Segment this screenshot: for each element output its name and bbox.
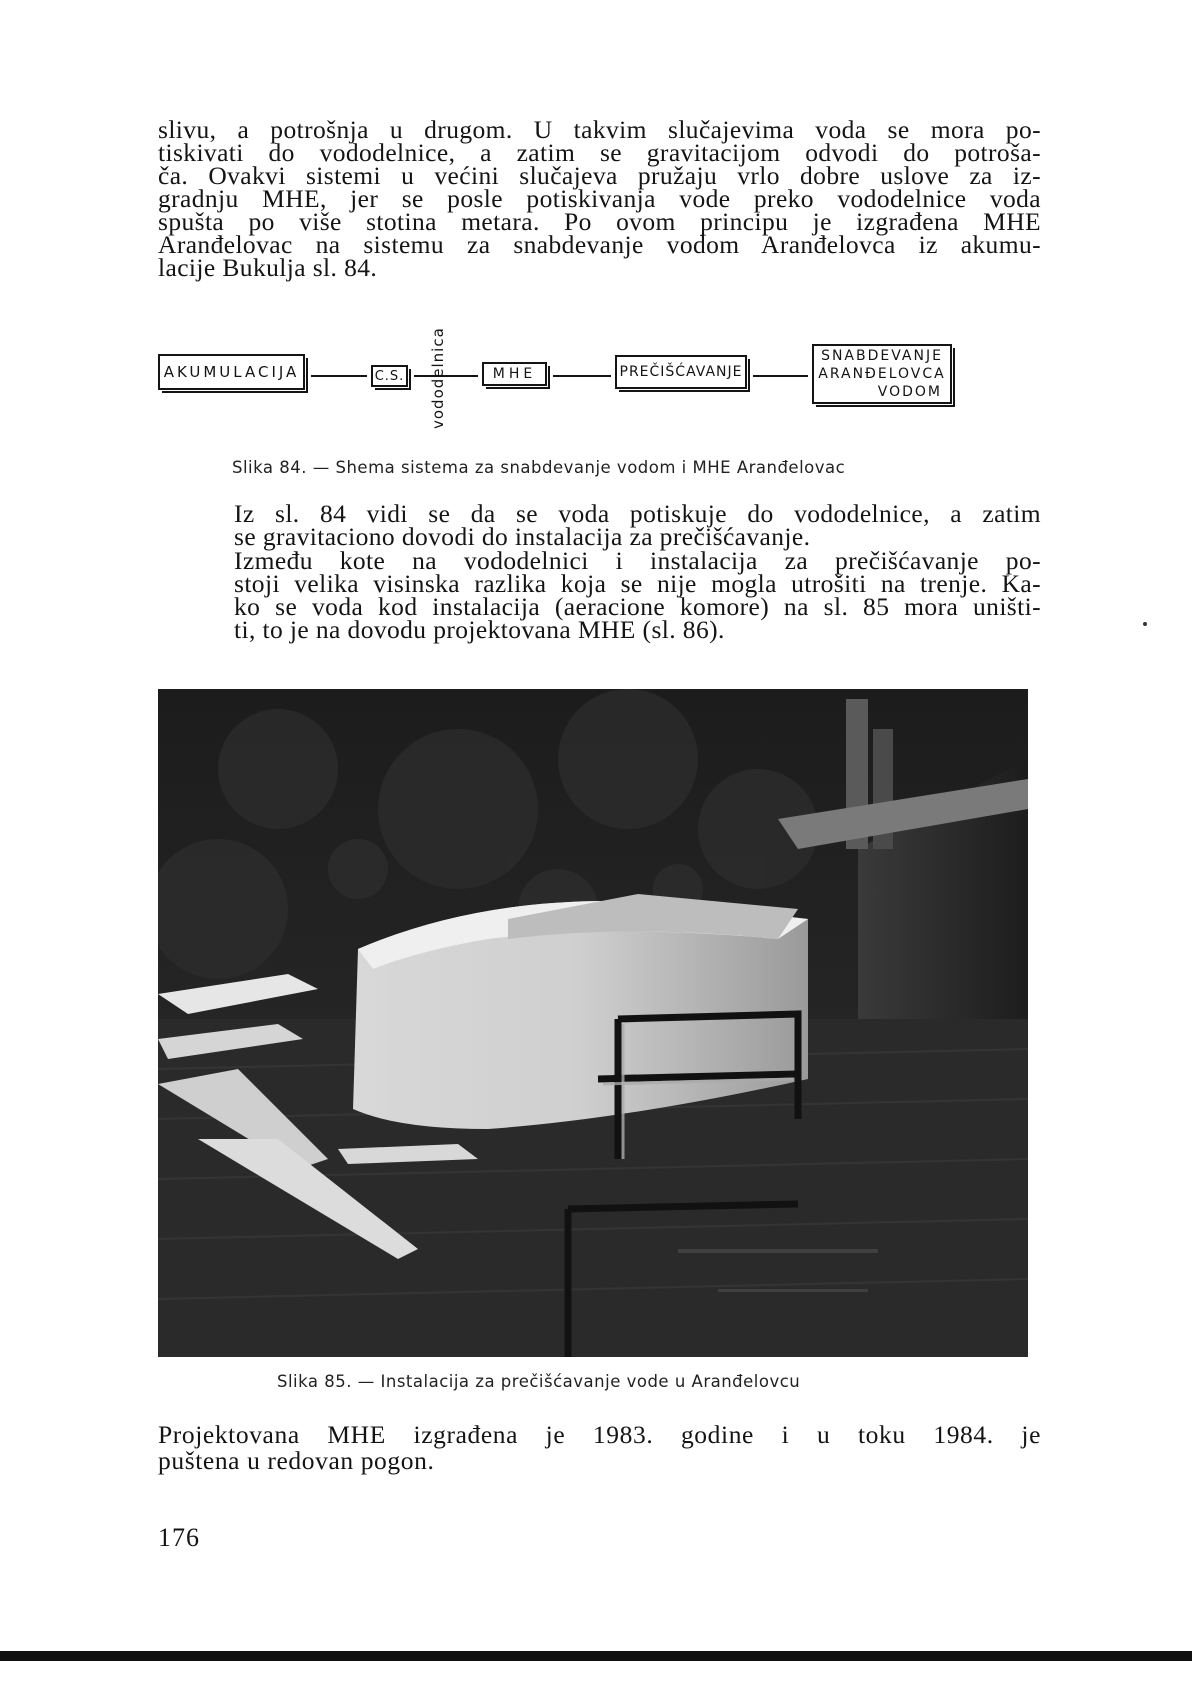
connector-line bbox=[311, 375, 367, 377]
text-line: slivu, a potrošnja u drugom. U takvim slučajevima voda se mora po- bbox=[158, 115, 1041, 144]
text-line: Iz sl. 84 vidi se da se voda potiskuje do vododelnice, a zatim bbox=[234, 499, 1041, 528]
text-line: Projektovana MHE izgrađena je 1983. godine i u toku 1984. je bbox=[158, 1420, 1041, 1449]
vododelnica-label: vododelnica bbox=[429, 327, 447, 429]
figure-85-caption: Slika 85. — Instalacija za prečišćavanje vode u Aranđelovcu bbox=[277, 1372, 801, 1391]
figure-84-caption: Slika 84. — Shema sistema za snabdevanje vodom i MHE Aranđelovac bbox=[232, 458, 846, 477]
snabdevanje-line-3: VODOM bbox=[877, 384, 942, 400]
paragraph-2 bbox=[158, 499, 1041, 551]
pump-station-box bbox=[371, 365, 408, 387]
treatment-plant-photo bbox=[158, 689, 1028, 1357]
text-line: lacije Bukulja sl. 84. bbox=[158, 253, 378, 282]
paragraph-1 bbox=[158, 115, 1041, 282]
snabdevanje-line-1: SNABDEVANJE bbox=[821, 348, 943, 364]
scan-edge-bar bbox=[0, 1651, 1192, 1661]
connector-line bbox=[553, 375, 611, 377]
text-line: spušta po više stotina metara. Po ovom principu je izgrađena MHE bbox=[158, 207, 1041, 236]
text-line: stoji velika visinska razlika koja se nije mogla utrošiti na trenje. Ka- bbox=[234, 569, 1041, 598]
akumulacija-label: AKUMULACIJA bbox=[163, 363, 300, 381]
text-line: Aranđelovac na sistemu za snabdevanje vodom Aranđelovca iz akumu- bbox=[158, 230, 1041, 259]
akumulacija-box bbox=[158, 354, 305, 390]
preciscavanje-label: PREČIŠĆAVANJE bbox=[619, 364, 743, 380]
paragraph-3 bbox=[158, 546, 1041, 644]
text-line: gradnju MHE, jer se posle potiskivanja vode preko vododelnice voda bbox=[158, 184, 1041, 213]
text-line: Između kote na vododelnici i instalacija za prečišćavanje po- bbox=[234, 546, 1041, 575]
text-line: se gravitaciono dovodi do instalacija za prečišćavanje. bbox=[234, 522, 811, 551]
text-line: tiskivati do vododelnice, a zatim se gravitacijom odvodi do potroša- bbox=[158, 138, 1041, 167]
mhe-label: MHE bbox=[492, 366, 537, 382]
cs-label: C.S. bbox=[374, 368, 405, 384]
preciscavanje-box bbox=[615, 355, 747, 389]
text-line: ti, to je na dovodu projektovana MHE (sl. 86). bbox=[234, 615, 725, 644]
page-number: 176 bbox=[158, 1523, 200, 1552]
text-line: ko se voda kod instalacija (aeracione komore) na sl. 85 mora uništi- bbox=[234, 592, 1041, 621]
water-supply-schematic bbox=[158, 305, 1038, 440]
text-line: ča. Ovakvi sistemi u većini slučajeva pružaju vrlo dobre uslove za iz- bbox=[158, 161, 1041, 190]
connector-line bbox=[753, 375, 808, 377]
paragraph-4 bbox=[158, 1422, 1041, 1474]
snabdevanje-box bbox=[812, 344, 952, 404]
stray-mark bbox=[1143, 622, 1147, 626]
mhe-box bbox=[482, 362, 547, 386]
snabdevanje-line-2: ARANĐELOVCA bbox=[818, 366, 946, 382]
text-line: puštena u redovan pogon. bbox=[158, 1446, 435, 1475]
